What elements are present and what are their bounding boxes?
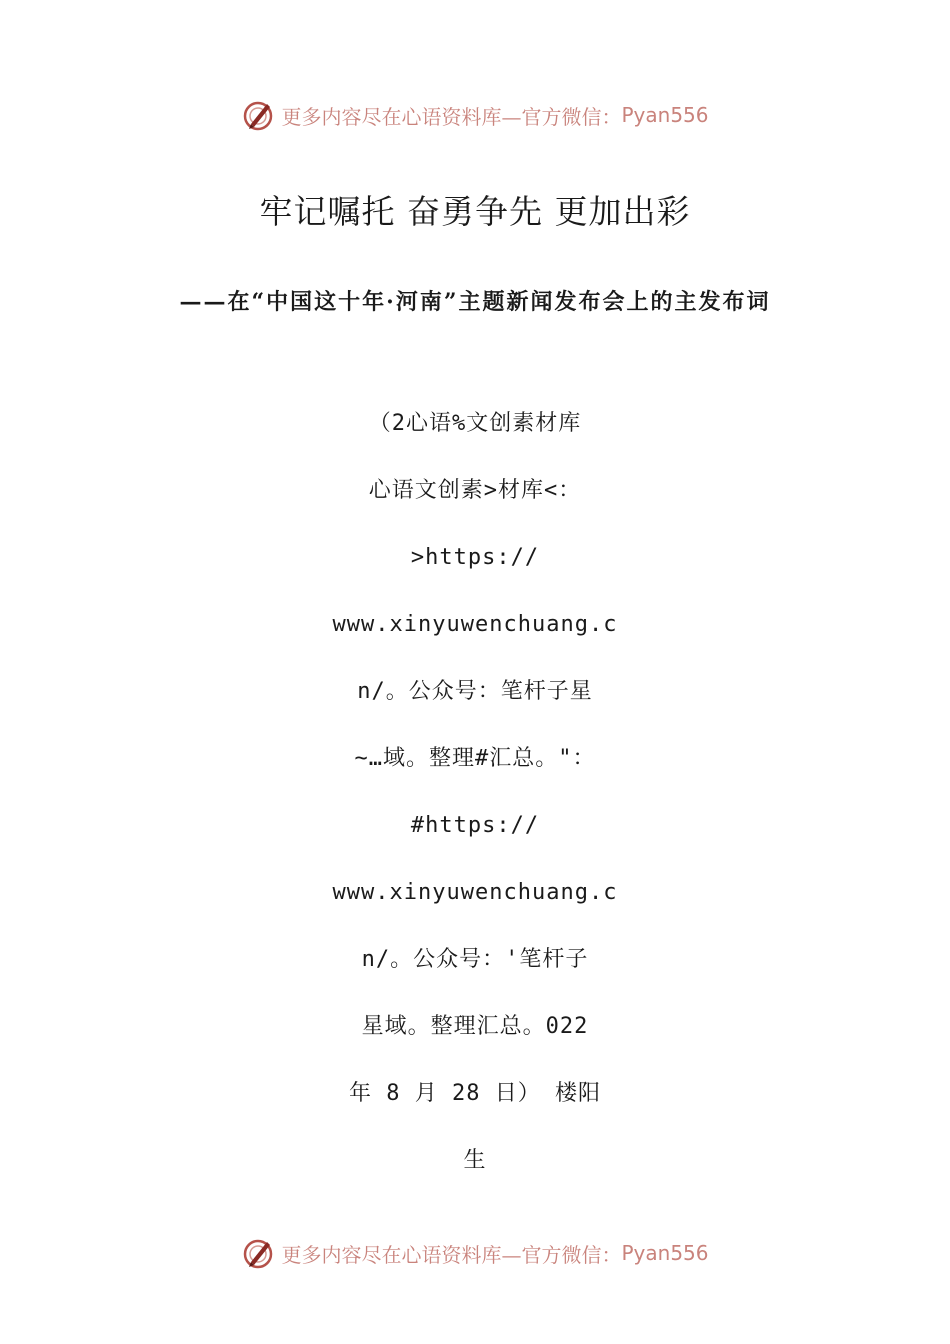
body-line: （2心语%文创素材库 xyxy=(368,411,582,436)
document-subtitle: ——在“中国这十年·河南”主题新闻发布会上的主发布词 xyxy=(179,289,771,315)
body-line: #https:// xyxy=(410,813,540,838)
body-line: >https:// xyxy=(410,545,540,570)
document-title: 牢记嘱托 奋勇争先 更加出彩 xyxy=(259,192,691,231)
body-line: n/。公众号：'笔杆子 xyxy=(361,947,589,972)
body-line: n/。公众号：笔杆子星 xyxy=(357,679,593,704)
body-line: 生 xyxy=(463,1148,487,1173)
wechat-id: Pyan556 xyxy=(621,103,709,127)
body-line: ~…域。整理#汇总。"： xyxy=(354,746,596,771)
body-line: 心语文创素>材库<： xyxy=(368,478,582,503)
body-text xyxy=(0,404,950,1208)
pen-seal-logo-icon xyxy=(241,1236,275,1270)
body-line: www.xinyuwenchuang.c xyxy=(332,612,618,637)
pen-seal-logo-icon xyxy=(241,98,275,132)
header-banner xyxy=(0,95,950,135)
wechat-id: Pyan556 xyxy=(621,1241,709,1265)
banner-text: 更多内容尽在心语资料库—官方微信： xyxy=(281,104,622,129)
body-line: 星域。整理汇总。022 xyxy=(361,1014,589,1039)
body-line: www.xinyuwenchuang.c xyxy=(332,880,618,905)
footer-banner xyxy=(0,1233,950,1273)
banner-text: 更多内容尽在心语资料库—官方微信： xyxy=(281,1242,622,1267)
body-line: 年 8 月 28 日） 楼阳 xyxy=(349,1081,601,1106)
